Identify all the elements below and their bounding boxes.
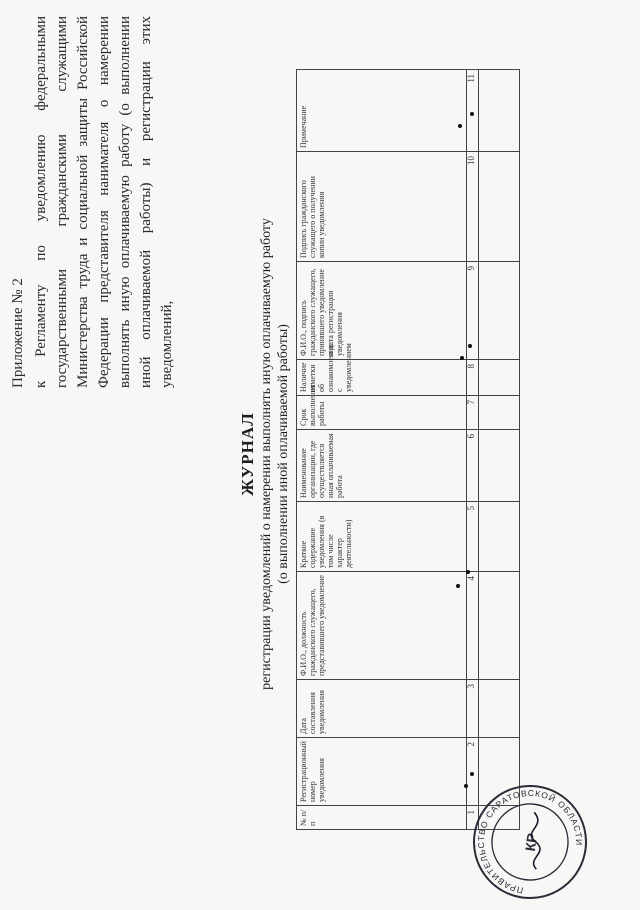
empty-cell bbox=[479, 152, 520, 262]
scan-speck bbox=[460, 356, 464, 360]
column-number: 1 bbox=[467, 806, 479, 830]
appendix-block bbox=[8, 16, 178, 388]
appendix-number: Приложение № 2 bbox=[10, 278, 26, 388]
column-number: 7 bbox=[467, 396, 479, 430]
column-number: 8 bbox=[467, 360, 479, 396]
header-cell-4: Ф.И.О., должность гражданского служащего, представившего уведомление bbox=[297, 572, 467, 680]
empty-entry-row bbox=[479, 70, 520, 830]
column-number: 9 bbox=[467, 262, 479, 360]
header-cell-8: Наличие отметки об ознакомлении с уведомлением bbox=[297, 360, 467, 396]
empty-cell bbox=[479, 360, 520, 396]
column-number-row bbox=[467, 70, 479, 830]
header-cell-2: Регистрационный номер уведомления bbox=[297, 738, 467, 806]
journal-subtitle-line-2: (о выполнении иной оплачиваемой работы) bbox=[276, 324, 291, 584]
column-number: 3 bbox=[467, 680, 479, 738]
scan-speck bbox=[468, 344, 472, 348]
empty-cell bbox=[479, 262, 520, 360]
appendix-text: к Регламенту по уведомлению федеральными государственными гражданскими служащими Министерства труда и социальной защиты Российской Федерации представителя нанимателя о намерении выполнять иную оплачиваемую работу (о выполнении иной оплачиваемой работы) и регистрации этих уведомлений, bbox=[33, 16, 175, 388]
stamp-center-text: КР bbox=[521, 832, 541, 853]
journal-subtitle bbox=[258, 0, 292, 908]
empty-cell bbox=[479, 572, 520, 680]
official-seal-stamp bbox=[462, 774, 598, 910]
header-row bbox=[297, 70, 467, 830]
header-cell-5: Краткое содержание уведомления (в том числе характер деятельности) bbox=[297, 502, 467, 572]
journal-subtitle-line-1: регистрации уведомлений о намерении выполнять иную оплачиваемую работу bbox=[259, 218, 274, 690]
empty-cell bbox=[479, 502, 520, 572]
empty-cell bbox=[479, 396, 520, 430]
scan-speck bbox=[464, 784, 468, 788]
column-number: 2 bbox=[467, 738, 479, 806]
header-cell-9: Ф.И.О., подпись гражданского служащего, принявшего уведомление и дата регистрации уведомления bbox=[297, 262, 467, 360]
journal-title: ЖУРНАЛ bbox=[238, 412, 257, 496]
column-number: 5 bbox=[467, 502, 479, 572]
column-number: 11 bbox=[467, 70, 479, 152]
scan-speck bbox=[470, 772, 474, 776]
header-cell-10: Подпись гражданского служащего о получении копии уведомления bbox=[297, 152, 467, 262]
header-cell-7: Срок выполнения работы bbox=[297, 396, 467, 430]
scan-speck bbox=[470, 112, 474, 116]
empty-cell bbox=[479, 70, 520, 152]
header-cell-3: Дата составления уведомления bbox=[297, 680, 467, 738]
column-number: 10 bbox=[467, 152, 479, 262]
scan-speck bbox=[456, 584, 460, 588]
scan-speck bbox=[458, 124, 462, 128]
journal-table bbox=[296, 69, 520, 830]
header-cell-6: Наименование организации, где осуществляется иная оплачиваемая работа bbox=[297, 430, 467, 502]
empty-cell bbox=[479, 680, 520, 738]
header-cell-11: Примечание bbox=[297, 70, 467, 152]
stamp-ring-text: ПРАВИТЕЛЬСТВО САРАТОВСКОЙ ОБЛАСТИ bbox=[475, 787, 585, 896]
empty-cell bbox=[479, 430, 520, 502]
header-cell-1: № п/п bbox=[297, 806, 467, 830]
scan-speck bbox=[466, 570, 470, 574]
column-number: 6 bbox=[467, 430, 479, 502]
column-number: 4 bbox=[467, 572, 479, 680]
